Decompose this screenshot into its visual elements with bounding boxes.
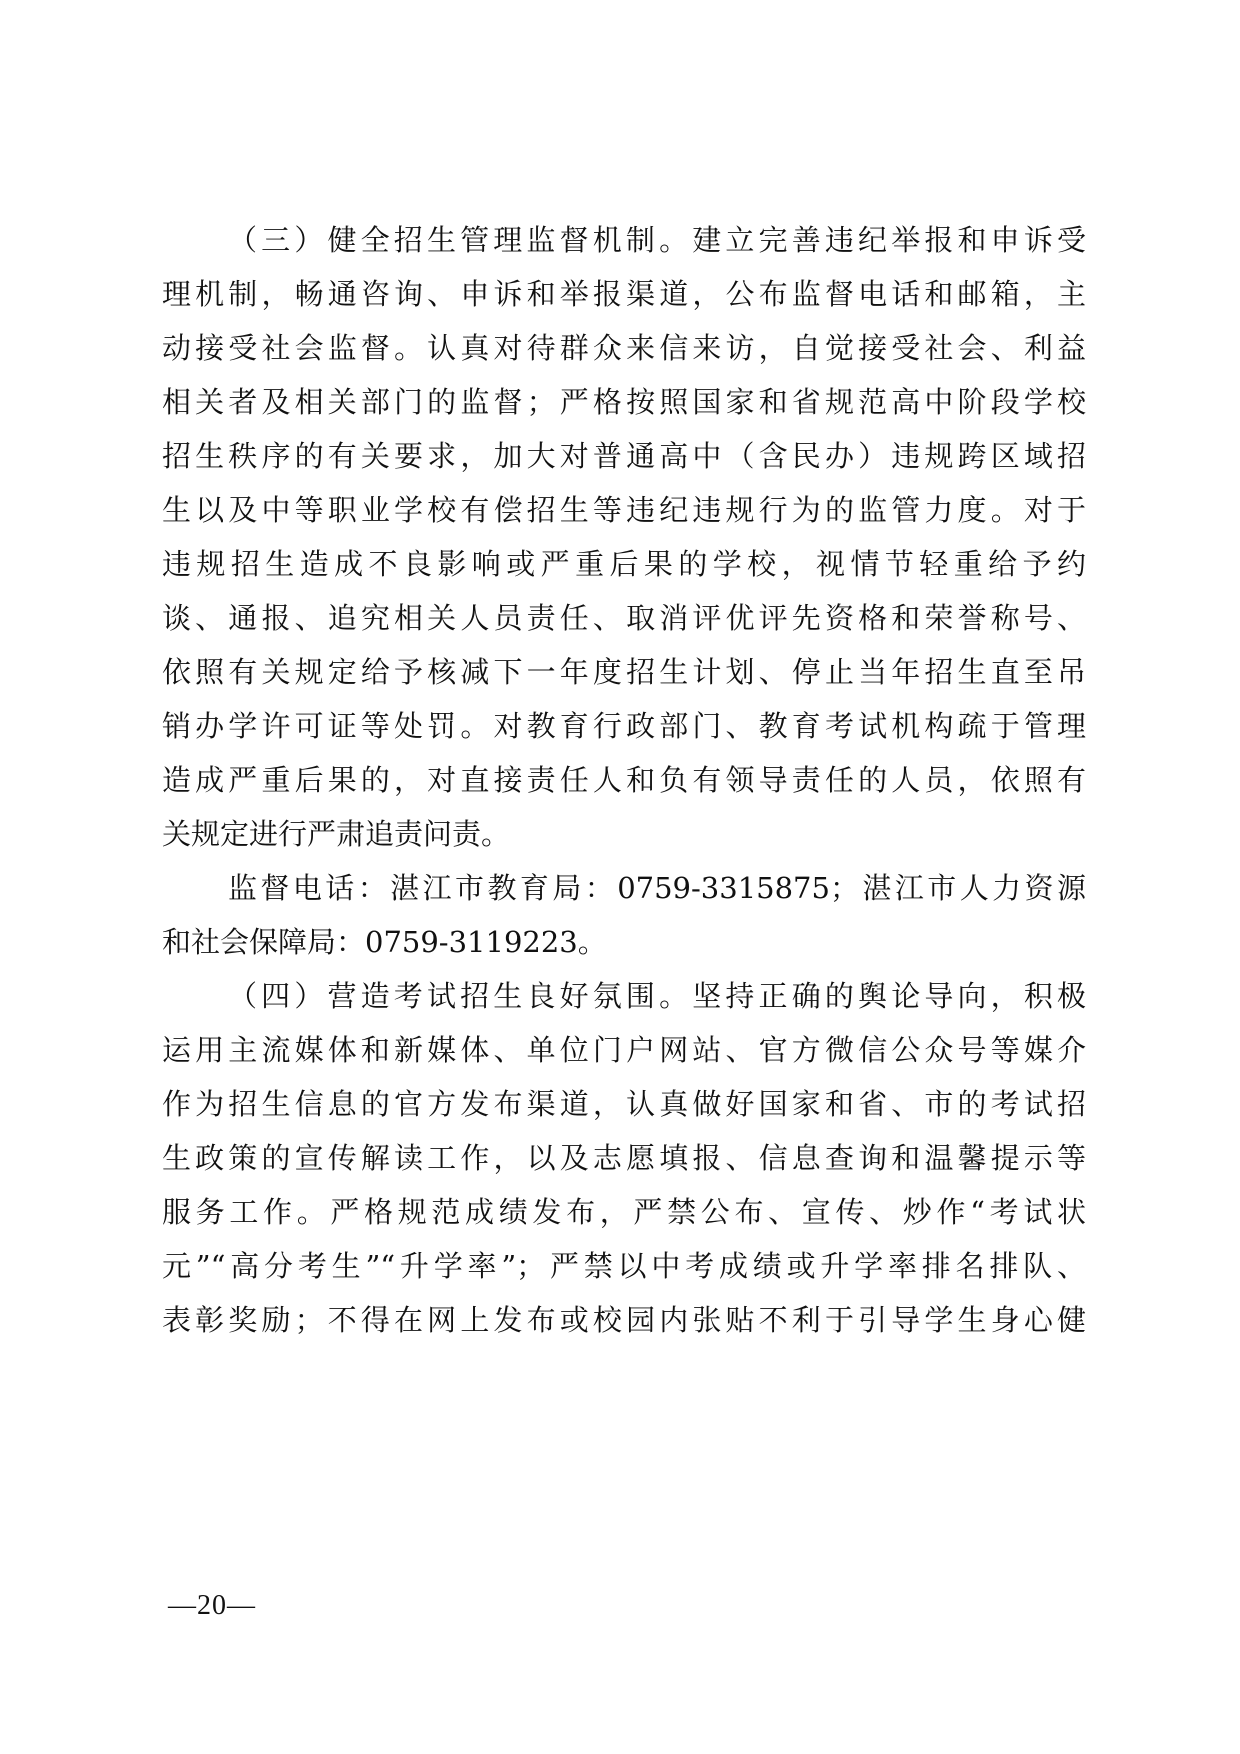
- text-line: 表彰奖励；不得在网上发布或校园内张贴不利于引导学生身心健: [162, 1303, 1086, 1337]
- page-number: —20—: [168, 1590, 256, 1621]
- text-line: 动接受社会监督。认真对待群众来信来访，自觉接受社会、利益: [162, 331, 1086, 365]
- text-line: 关规定进行严肃追责问责。: [162, 817, 511, 851]
- text-line: 销办学许可证等处罚。对教育行政部门、教育考试机构疏于管理: [162, 709, 1086, 743]
- text-line: 依照有关规定给予核减下一年度招生计划、停止当年招生直至吊: [162, 655, 1086, 689]
- text-line: （四）营造考试招生良好氛围。坚持正确的舆论导向，积极: [228, 979, 1086, 1013]
- text-line: 谈、通报、追究相关人员责任、取消评优评先资格和荣誉称号、: [162, 601, 1086, 635]
- text-line: 造成严重后果的，对直接责任人和负有领导责任的人员，依照有: [162, 763, 1086, 797]
- text-line: 违规招生造成不良影响或严重后果的学校，视情节轻重给予约: [162, 547, 1086, 581]
- paragraph-section-3: [162, 213, 1086, 861]
- paragraph-section-4: [162, 969, 1086, 1347]
- hotline-line: 和社会保障局：0759-3119223。: [162, 925, 607, 959]
- text-line: 服务工作。严格规范成绩发布，严禁公布、宣传、炒作“考试状: [162, 1195, 1086, 1229]
- text-line: 元”“高分考生”“升学率”；严禁以中考成绩或升学率排名排队、: [162, 1249, 1086, 1283]
- text-line: 作为招生信息的官方发布渠道，认真做好国家和省、市的考试招: [162, 1087, 1086, 1121]
- text-line: 生以及中等职业学校有偿招生等违纪违规行为的监管力度。对于: [162, 493, 1086, 527]
- paragraph-hotline: [162, 861, 1086, 969]
- text-line: 理机制，畅通咨询、申诉和举报渠道，公布监督电话和邮箱，主: [162, 277, 1086, 311]
- document-body: [162, 213, 1086, 1347]
- text-line: 运用主流媒体和新媒体、单位门户网站、官方微信公众号等媒介: [162, 1033, 1086, 1067]
- text-line: 生政策的宣传解读工作，以及志愿填报、信息查询和温馨提示等: [162, 1141, 1086, 1175]
- text-line: 招生秩序的有关要求，加大对普通高中（含民办）违规跨区域招: [162, 439, 1086, 473]
- hotline-line: 监督电话：湛江市教育局：0759-3315875；湛江市人力资源: [228, 871, 1086, 905]
- text-line: （三）健全招生管理监督机制。建立完善违纪举报和申诉受: [228, 223, 1086, 257]
- text-line: 相关者及相关部门的监督；严格按照国家和省规范高中阶段学校: [162, 385, 1086, 419]
